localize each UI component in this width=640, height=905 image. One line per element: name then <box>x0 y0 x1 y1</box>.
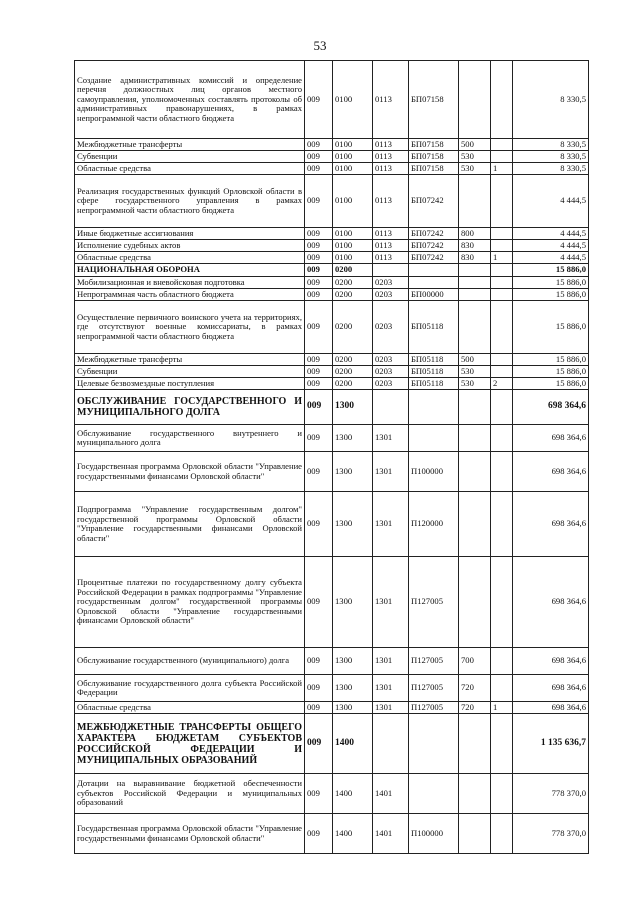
row-ved-code: 009 <box>305 228 333 240</box>
row-source-code <box>491 264 513 277</box>
row-expense-type-code: 700 <box>459 648 491 675</box>
row-subsection-code: 1301 <box>373 702 409 714</box>
row-ved-code: 009 <box>305 175 333 228</box>
table-row <box>75 452 589 492</box>
row-ved-code: 009 <box>305 774 333 814</box>
row-amount: 698 364,6 <box>513 492 589 557</box>
row-subsection-code: 0203 <box>373 378 409 390</box>
row-subsection-code: 0113 <box>373 240 409 252</box>
row-expense-type-code <box>459 390 491 425</box>
row-target-code: П127005 <box>409 675 459 702</box>
row-ved-code: 009 <box>305 61 333 139</box>
row-expense-type-code: 530 <box>459 378 491 390</box>
row-ved-code: 009 <box>305 648 333 675</box>
row-name: Областные средства <box>75 163 305 175</box>
row-section-code: 0100 <box>333 139 373 151</box>
row-name: Процентные платежи по государственному долгу субъекта Российской Федерации в рамках подпрограммы "Управление государственным долгом" государственной программы Орловской области "Управление государственными финансами Орловской области" <box>75 557 305 648</box>
row-name: Субвенции <box>75 366 305 378</box>
row-name: Государственная программа Орловской области "Управление государственными финансами Орловской области" <box>75 452 305 492</box>
table-row <box>75 277 589 289</box>
row-source-code <box>491 390 513 425</box>
row-source-code <box>491 675 513 702</box>
row-subsection-code: 1301 <box>373 648 409 675</box>
row-expense-type-code <box>459 425 491 452</box>
row-subsection-code: 1301 <box>373 452 409 492</box>
row-name: Осуществление первичного воинского учета на территориях, где отсутствуют военные комиссариаты, в рамках непрограммной части областного бюджета <box>75 301 305 354</box>
row-source-code <box>491 354 513 366</box>
row-ved-code: 009 <box>305 277 333 289</box>
row-target-code <box>409 714 459 774</box>
row-expense-type-code <box>459 264 491 277</box>
row-name: МЕЖБЮДЖЕТНЫЕ ТРАНСФЕРТЫ ОБЩЕГО ХАРАКТЕРА БЮДЖЕТАМ СУБЪЕКТОВ РОССИЙСКОЙ ФЕДЕРАЦИИ И МУНИЦИПАЛЬНЫХ ОБРАЗОВАНИЙ <box>75 714 305 774</box>
row-section-code: 1300 <box>333 557 373 648</box>
row-section-code: 0100 <box>333 151 373 163</box>
row-subsection-code: 0113 <box>373 228 409 240</box>
row-name: Реализация государственных функций Орловской области в сфере государственного управления в рамках непрограммной части областного бюджета <box>75 175 305 228</box>
row-expense-type-code <box>459 61 491 139</box>
row-ved-code: 009 <box>305 814 333 854</box>
table-row <box>75 175 589 228</box>
row-target-code <box>409 277 459 289</box>
table-row <box>75 354 589 366</box>
row-source-code <box>491 61 513 139</box>
row-name: НАЦИОНАЛЬНАЯ ОБОРОНА <box>75 264 305 277</box>
row-expense-type-code <box>459 289 491 301</box>
row-ved-code: 009 <box>305 240 333 252</box>
table-row <box>75 301 589 354</box>
row-section-code: 0200 <box>333 289 373 301</box>
table-row <box>75 774 589 814</box>
row-subsection-code <box>373 264 409 277</box>
row-section-code: 0100 <box>333 228 373 240</box>
row-source-code <box>491 277 513 289</box>
row-ved-code: 009 <box>305 163 333 175</box>
row-expense-type-code: 500 <box>459 139 491 151</box>
row-amount: 15 886,0 <box>513 277 589 289</box>
row-section-code: 0100 <box>333 252 373 264</box>
row-ved-code: 009 <box>305 354 333 366</box>
table-row <box>75 702 589 714</box>
row-subsection-code: 1401 <box>373 814 409 854</box>
row-amount: 778 370,0 <box>513 774 589 814</box>
row-section-code: 0200 <box>333 264 373 277</box>
row-amount: 15 886,0 <box>513 378 589 390</box>
row-amount: 4 444,5 <box>513 228 589 240</box>
row-section-code: 0100 <box>333 163 373 175</box>
row-amount: 8 330,5 <box>513 151 589 163</box>
row-subsection-code: 0203 <box>373 354 409 366</box>
page-number: 53 <box>313 38 327 53</box>
row-ved-code: 009 <box>305 675 333 702</box>
row-subsection-code: 0203 <box>373 301 409 354</box>
row-target-code <box>409 774 459 814</box>
table-row <box>75 240 589 252</box>
row-expense-type-code <box>459 277 491 289</box>
row-source-code: 2 <box>491 378 513 390</box>
row-subsection-code: 0113 <box>373 61 409 139</box>
row-target-code: П100000 <box>409 814 459 854</box>
row-amount: 698 364,6 <box>513 425 589 452</box>
row-source-code <box>491 228 513 240</box>
row-ved-code: 009 <box>305 289 333 301</box>
row-amount: 1 135 636,7 <box>513 714 589 774</box>
row-section-code: 0100 <box>333 175 373 228</box>
row-target-code: БП07158 <box>409 61 459 139</box>
row-section-code: 0200 <box>333 366 373 378</box>
table-row <box>75 228 589 240</box>
row-target-code: БП07242 <box>409 175 459 228</box>
row-source-code <box>491 151 513 163</box>
row-source-code <box>491 425 513 452</box>
row-source-code <box>491 452 513 492</box>
table-row <box>75 675 589 702</box>
table-row <box>75 252 589 264</box>
row-source-code: 1 <box>491 252 513 264</box>
row-source-code: 1 <box>491 163 513 175</box>
row-amount: 698 364,6 <box>513 390 589 425</box>
row-target-code <box>409 425 459 452</box>
row-section-code: 0100 <box>333 240 373 252</box>
row-target-code: БП05118 <box>409 378 459 390</box>
row-source-code <box>491 774 513 814</box>
row-subsection-code: 0113 <box>373 151 409 163</box>
row-amount: 698 364,6 <box>513 557 589 648</box>
row-name: Исполнение судебных актов <box>75 240 305 252</box>
row-amount: 4 444,5 <box>513 240 589 252</box>
row-name: Межбюджетные трансферты <box>75 354 305 366</box>
row-amount: 15 886,0 <box>513 301 589 354</box>
row-amount: 4 444,5 <box>513 175 589 228</box>
row-ved-code: 009 <box>305 151 333 163</box>
row-expense-type-code: 720 <box>459 675 491 702</box>
row-ved-code: 009 <box>305 425 333 452</box>
row-expense-type-code <box>459 492 491 557</box>
row-ved-code: 009 <box>305 301 333 354</box>
budget-table <box>74 60 589 854</box>
row-expense-type-code <box>459 301 491 354</box>
row-subsection-code: 0113 <box>373 139 409 151</box>
row-target-code: БП00000 <box>409 289 459 301</box>
row-expense-type-code <box>459 175 491 228</box>
row-expense-type-code: 800 <box>459 228 491 240</box>
row-target-code: БП07158 <box>409 163 459 175</box>
row-ved-code: 009 <box>305 557 333 648</box>
table-row <box>75 714 589 774</box>
row-subsection-code <box>373 714 409 774</box>
row-name: Иные бюджетные ассигнования <box>75 228 305 240</box>
row-name: Межбюджетные трансферты <box>75 139 305 151</box>
row-target-code <box>409 390 459 425</box>
row-section-code: 1300 <box>333 390 373 425</box>
row-section-code: 1300 <box>333 648 373 675</box>
row-ved-code: 009 <box>305 378 333 390</box>
row-name: Обслуживание государственного долга субъекта Российской Федерации <box>75 675 305 702</box>
row-section-code: 1300 <box>333 675 373 702</box>
row-source-code: 1 <box>491 702 513 714</box>
table-row <box>75 289 589 301</box>
row-name: Областные средства <box>75 702 305 714</box>
row-subsection-code: 1401 <box>373 774 409 814</box>
row-expense-type-code <box>459 814 491 854</box>
row-subsection-code: 1301 <box>373 492 409 557</box>
row-ved-code: 009 <box>305 714 333 774</box>
row-name: Обслуживание государственного внутреннего и муниципального долга <box>75 425 305 452</box>
row-target-code: БП07242 <box>409 228 459 240</box>
row-section-code: 1300 <box>333 452 373 492</box>
row-target-code: БП05118 <box>409 301 459 354</box>
row-source-code <box>491 289 513 301</box>
row-subsection-code: 0113 <box>373 163 409 175</box>
row-subsection-code: 1301 <box>373 675 409 702</box>
row-ved-code: 009 <box>305 264 333 277</box>
row-target-code: П127005 <box>409 648 459 675</box>
row-amount: 15 886,0 <box>513 354 589 366</box>
row-name: Субвенции <box>75 151 305 163</box>
row-amount: 15 886,0 <box>513 264 589 277</box>
row-target-code: П127005 <box>409 702 459 714</box>
row-section-code: 0100 <box>333 61 373 139</box>
row-target-code: БП07158 <box>409 151 459 163</box>
row-expense-type-code: 530 <box>459 151 491 163</box>
row-amount: 698 364,6 <box>513 675 589 702</box>
row-expense-type-code <box>459 774 491 814</box>
row-name: Подпрограмма "Управление государственным долгом" государственной программы Орловской области "Управление государственными финансами Орловской области" <box>75 492 305 557</box>
table-row <box>75 151 589 163</box>
table-row <box>75 648 589 675</box>
row-section-code: 1300 <box>333 492 373 557</box>
row-ved-code: 009 <box>305 390 333 425</box>
row-ved-code: 009 <box>305 452 333 492</box>
row-target-code: П100000 <box>409 452 459 492</box>
table-row <box>75 390 589 425</box>
row-subsection-code: 1301 <box>373 425 409 452</box>
row-target-code: БП05118 <box>409 354 459 366</box>
row-ved-code: 009 <box>305 139 333 151</box>
row-expense-type-code: 530 <box>459 163 491 175</box>
table-row <box>75 557 589 648</box>
table-row <box>75 492 589 557</box>
row-amount: 698 364,6 <box>513 702 589 714</box>
row-target-code: П120000 <box>409 492 459 557</box>
row-name: Целевые безвозмездные поступления <box>75 378 305 390</box>
row-expense-type-code <box>459 557 491 648</box>
row-amount: 698 364,6 <box>513 648 589 675</box>
row-amount: 8 330,5 <box>513 163 589 175</box>
row-subsection-code: 0203 <box>373 289 409 301</box>
row-source-code <box>491 492 513 557</box>
row-name: Обслуживание государственного (муниципального) долга <box>75 648 305 675</box>
row-source-code <box>491 648 513 675</box>
table-row <box>75 264 589 277</box>
table-row <box>75 163 589 175</box>
table-row <box>75 366 589 378</box>
row-expense-type-code: 500 <box>459 354 491 366</box>
row-target-code: БП05118 <box>409 366 459 378</box>
row-section-code: 1300 <box>333 702 373 714</box>
row-section-code: 1400 <box>333 774 373 814</box>
row-source-code <box>491 139 513 151</box>
row-expense-type-code <box>459 452 491 492</box>
row-source-code <box>491 175 513 228</box>
row-name: ОБСЛУЖИВАНИЕ ГОСУДАРСТВЕННОГО И МУНИЦИПАЛЬНОГО ДОЛГА <box>75 390 305 425</box>
table-row <box>75 378 589 390</box>
row-name: Непрограммная часть областного бюджета <box>75 289 305 301</box>
row-expense-type-code <box>459 714 491 774</box>
row-amount: 4 444,5 <box>513 252 589 264</box>
row-ved-code: 009 <box>305 702 333 714</box>
row-section-code: 0200 <box>333 277 373 289</box>
table-row <box>75 139 589 151</box>
row-subsection-code: 1301 <box>373 557 409 648</box>
row-source-code <box>491 714 513 774</box>
row-section-code: 1300 <box>333 425 373 452</box>
row-name: Дотации на выравнивание бюджетной обеспеченности субъектов Российской Федерации и муниципальных образований <box>75 774 305 814</box>
row-name: Создание административных комиссий и определение перечня должностных лиц органов местного самоуправления, уполномоченных составлять протоколы об административных правонарушениях, в рамках непрограммной части областного бюджета <box>75 61 305 139</box>
row-name: Мобилизационная и вневойсковая подготовка <box>75 277 305 289</box>
row-section-code: 1400 <box>333 814 373 854</box>
table-row <box>75 425 589 452</box>
table-row <box>75 814 589 854</box>
row-target-code <box>409 264 459 277</box>
row-subsection-code: 0203 <box>373 366 409 378</box>
row-source-code <box>491 366 513 378</box>
row-subsection-code <box>373 390 409 425</box>
row-source-code <box>491 814 513 854</box>
row-subsection-code: 0113 <box>373 252 409 264</box>
row-source-code <box>491 301 513 354</box>
row-amount: 8 330,5 <box>513 61 589 139</box>
row-subsection-code: 0203 <box>373 277 409 289</box>
row-expense-type-code: 830 <box>459 252 491 264</box>
row-source-code <box>491 557 513 648</box>
row-source-code <box>491 240 513 252</box>
row-amount: 778 370,0 <box>513 814 589 854</box>
row-name: Областные средства <box>75 252 305 264</box>
row-ved-code: 009 <box>305 252 333 264</box>
row-expense-type-code: 530 <box>459 366 491 378</box>
row-section-code: 0200 <box>333 301 373 354</box>
row-section-code: 1400 <box>333 714 373 774</box>
row-expense-type-code: 830 <box>459 240 491 252</box>
table-row <box>75 61 589 139</box>
row-subsection-code: 0113 <box>373 175 409 228</box>
row-expense-type-code: 720 <box>459 702 491 714</box>
row-target-code: БП07242 <box>409 240 459 252</box>
row-target-code: БП07158 <box>409 139 459 151</box>
row-name: Государственная программа Орловской области "Управление государственными финансами Орловской области" <box>75 814 305 854</box>
budget-rows <box>75 61 589 854</box>
row-target-code: БП07242 <box>409 252 459 264</box>
row-target-code: П127005 <box>409 557 459 648</box>
row-amount: 15 886,0 <box>513 289 589 301</box>
row-ved-code: 009 <box>305 492 333 557</box>
row-amount: 8 330,5 <box>513 139 589 151</box>
row-section-code: 0200 <box>333 378 373 390</box>
row-amount: 698 364,6 <box>513 452 589 492</box>
row-ved-code: 009 <box>305 366 333 378</box>
row-amount: 15 886,0 <box>513 366 589 378</box>
row-section-code: 0200 <box>333 354 373 366</box>
